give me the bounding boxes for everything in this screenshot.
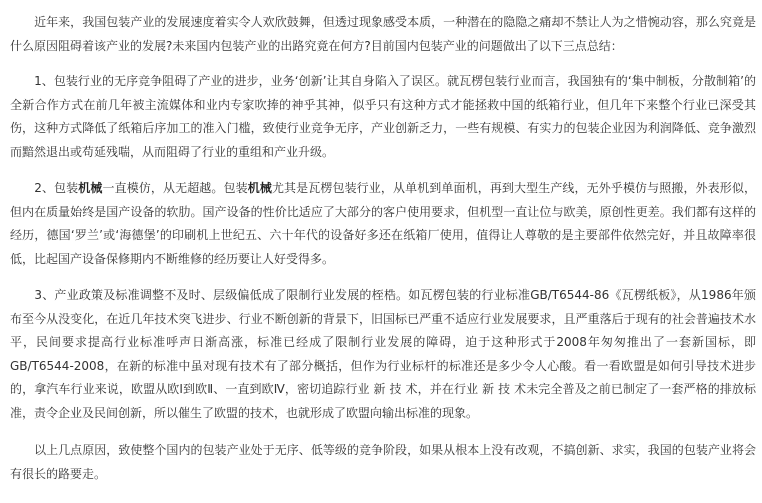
paragraph-point-1 [10,70,756,164]
paragraph-intro [10,11,756,58]
paragraph-conclusion [10,439,756,486]
paragraph-text: 1、包装行业的无序竞争阻碍了产业的进步，业务‘创新’让其自身陷入了误区。就瓦楞包装行业而言，我国独有的‘集中制板，分散制箱’的全新合作方式在前几年被主流媒体和业内专家吹捧的神乎其神，似乎只有这种方式才能拯救中国的纸箱行业，但几年下来整个行业已深受其伤，这种方式降低了纸箱后序加工的准入门槛，致使行业竞争无序，产业创新乏力，一些有规模、有实力的包装企业因为利润降低、竞争激烈而黯然退出或苟延残喘，从而阻碍了行业的重组和产业升级。 [10,74,756,159]
keyword-highlight: 机械 [78,181,103,195]
paragraph-text: 一直模仿，从无超越。包装 [102,181,248,195]
keyword-highlight: 机械 [247,181,272,195]
paragraph-text: 以上几点原因，致使整个国内的包装产业处于无序、低等级的竞争阶段，如果从根本上没有改观，不搞创新、求实，我国的包装产业将会有很长的路要走。 [10,443,756,481]
paragraph-point-2 [10,177,756,271]
paragraph-point-3 [10,284,756,425]
paragraph-text: 2、包装 [10,181,79,195]
paragraph-text: 尤其是瓦楞包装行业，从单机到单面机，再到大型生产线，无外乎模仿与照搬，外表形似，但内在质量始终是国产设备的软肋。国产设备的性价比适应了大部分的客户使用要求，但机型一直让位与欧美，原创性更差。我们都有这样的经历，德国‘罗兰’或‘海德堡’的印刷机上世纪五、六十年代的设备好多还在纸箱厂使用，值得让人尊敬的是主要部件依然完好，并且故障率很低，比起国产设备保修期内不断维修的经历要让人好受得多。 [10,181,756,266]
paragraph-text: 3、产业政策及标准调整不及时、层级偏低成了限制行业发展的桎梏。如瓦楞包装的行业标准GB/T6544-86《瓦楞纸板》，从1986年颁布至今从没变化，在近几年技术突飞进步、行业不断创新的背景下，旧国标已严重不适应行业发展要求，且严重落后于现有的社会普遍技术水平，民间要求提高行业标准呼声日渐高涨，标准已经成了限制行业发展的障碍，迫于这种形式于2008年匆匆推出了一套新国标，即GB/T6544-2008，在新的标准中虽对现有技术有了部分概括，但作为行业标杆的标准还是多少令人心酸。看一看欧盟是如何引导技术进步的，拿汽车行业来说，欧盟从欧Ⅰ到欧Ⅱ、一直到欧Ⅳ，密切追踪行业 新 技 术，并在行业 新 技 术未完全普及之前已制定了一套严格的排放标准，责令企业及民间创新，所以催生了欧盟的技术，也就形成了欧盟向输出标准的现象。 [10,288,756,420]
paragraph-text: 近年来，我国包装产业的发展速度着实令人欢欣鼓舞，但透过现象感受本质，一种潜在的隐隐之痛却不禁让人为之惜惋动容，那么究竟是什么原因阻碍着该产业的发展?未来国内包装产业的出路究竟在何方?目前国内包装产业的问题做出了以下三点总结： [10,15,756,53]
